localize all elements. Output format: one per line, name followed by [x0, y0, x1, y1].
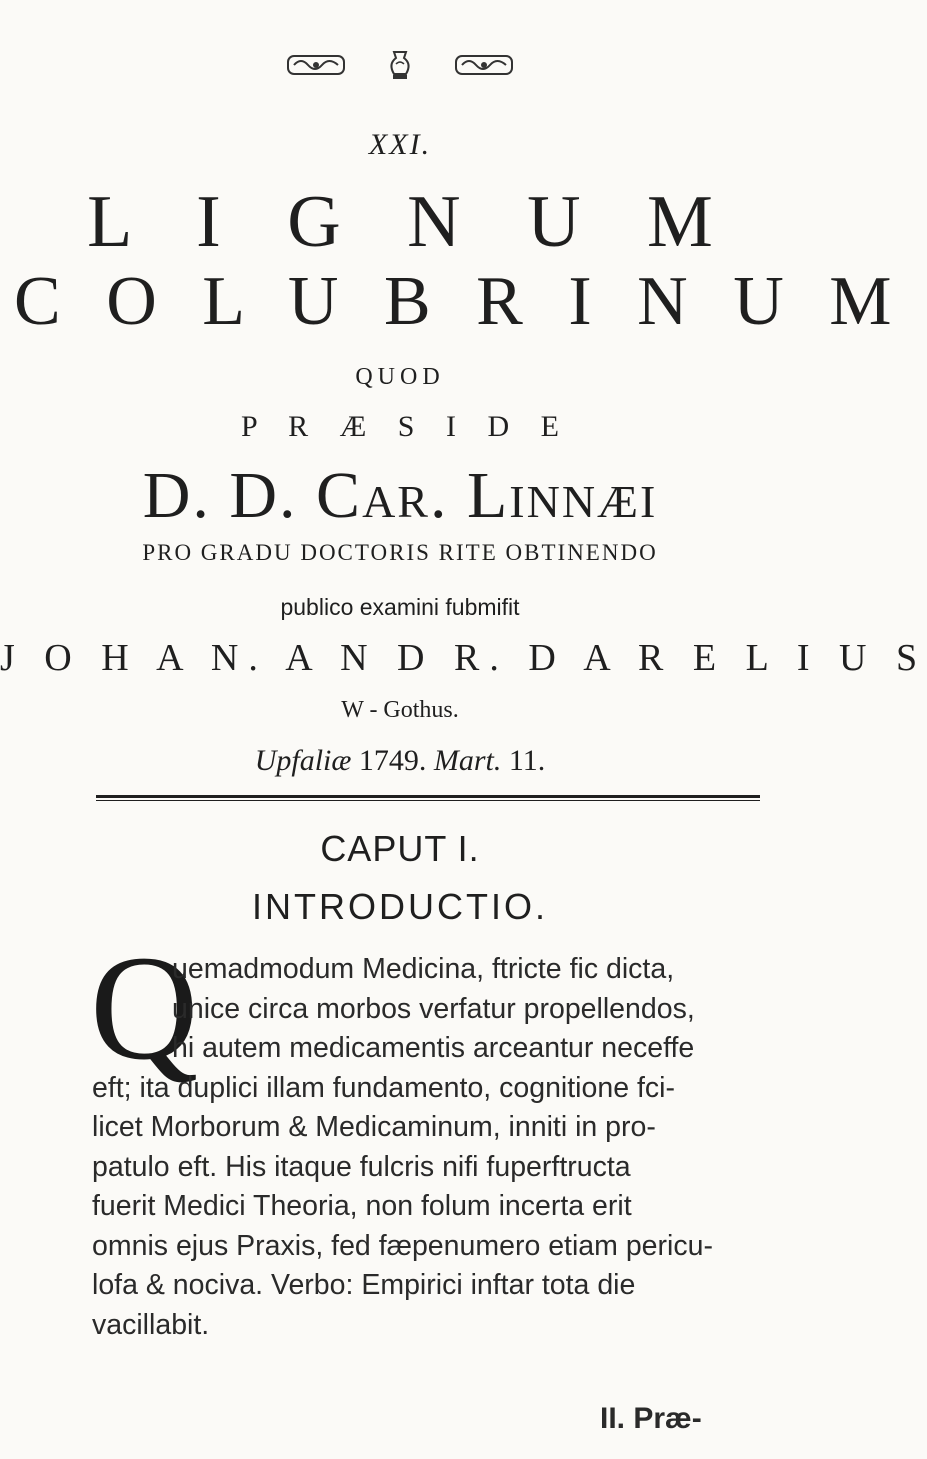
drop-cap: Q — [90, 925, 199, 1091]
divider-rule — [96, 795, 760, 801]
text-line: vacillabit. — [92, 1308, 210, 1341]
day: 11. — [508, 744, 546, 777]
title-line-2: C O L U B R I N U M — [14, 263, 906, 340]
urn-ornament-icon — [386, 48, 414, 82]
title-line-1: L I G N U M — [87, 181, 737, 263]
year: 1749. — [358, 744, 427, 777]
text-line: fuerit Medici Theoria, non folum incerta erit — [92, 1190, 632, 1222]
praeses-name: D. D. Car. Linnæi — [142, 459, 658, 532]
text-line: patulo eft. His itaque fulcris nifi fuperftructa — [92, 1150, 631, 1183]
header-ornaments — [0, 48, 800, 82]
month: Mart. — [433, 744, 502, 777]
text-line: lofa & nociva. Verbo: Empirici inftar tota die — [92, 1269, 636, 1301]
text-line: hi autem medicamentis arceantur neceffe — [172, 1032, 695, 1064]
body-paragraph — [92, 950, 788, 1345]
scroll-ornament-icon — [286, 52, 346, 78]
author-origin: W - Gothus. — [341, 697, 459, 723]
text-line: unice circa morbos verfatur propellendos, — [172, 992, 695, 1025]
author-name: J O H A N. A N D R. D A R E L I U S — [0, 637, 927, 679]
text-line: licet Morborum & Medicaminum, inniti in pro- — [92, 1111, 656, 1143]
dissertation-number: XXI. — [368, 128, 432, 161]
place-date-line — [0, 744, 800, 778]
place: Upfaliæ — [254, 744, 352, 777]
scroll-ornament-icon — [454, 52, 514, 78]
text-line: omnis ejus Praxis, fed fæpenumero etiam pericu- — [92, 1229, 713, 1262]
chapter-subtitle: INTRODUCTIO. — [252, 886, 548, 927]
catchword: II. Præ- — [600, 1402, 702, 1435]
text-line: uemadmodum Medicina, ftricte fic dicta, — [172, 953, 675, 985]
praeside-label: P R Æ S I D E — [241, 410, 571, 443]
text-line: eft; ita duplici illam fundamento, cognitione fci- — [92, 1071, 675, 1104]
degree-line: PRO GRADU DOCTORIS RITE OBTINENDO — [142, 540, 658, 565]
submission-line: publico examini fubmifit — [280, 594, 520, 620]
quod-label: QUOD — [355, 364, 445, 390]
chapter-heading: CAPUT I. — [320, 828, 480, 869]
